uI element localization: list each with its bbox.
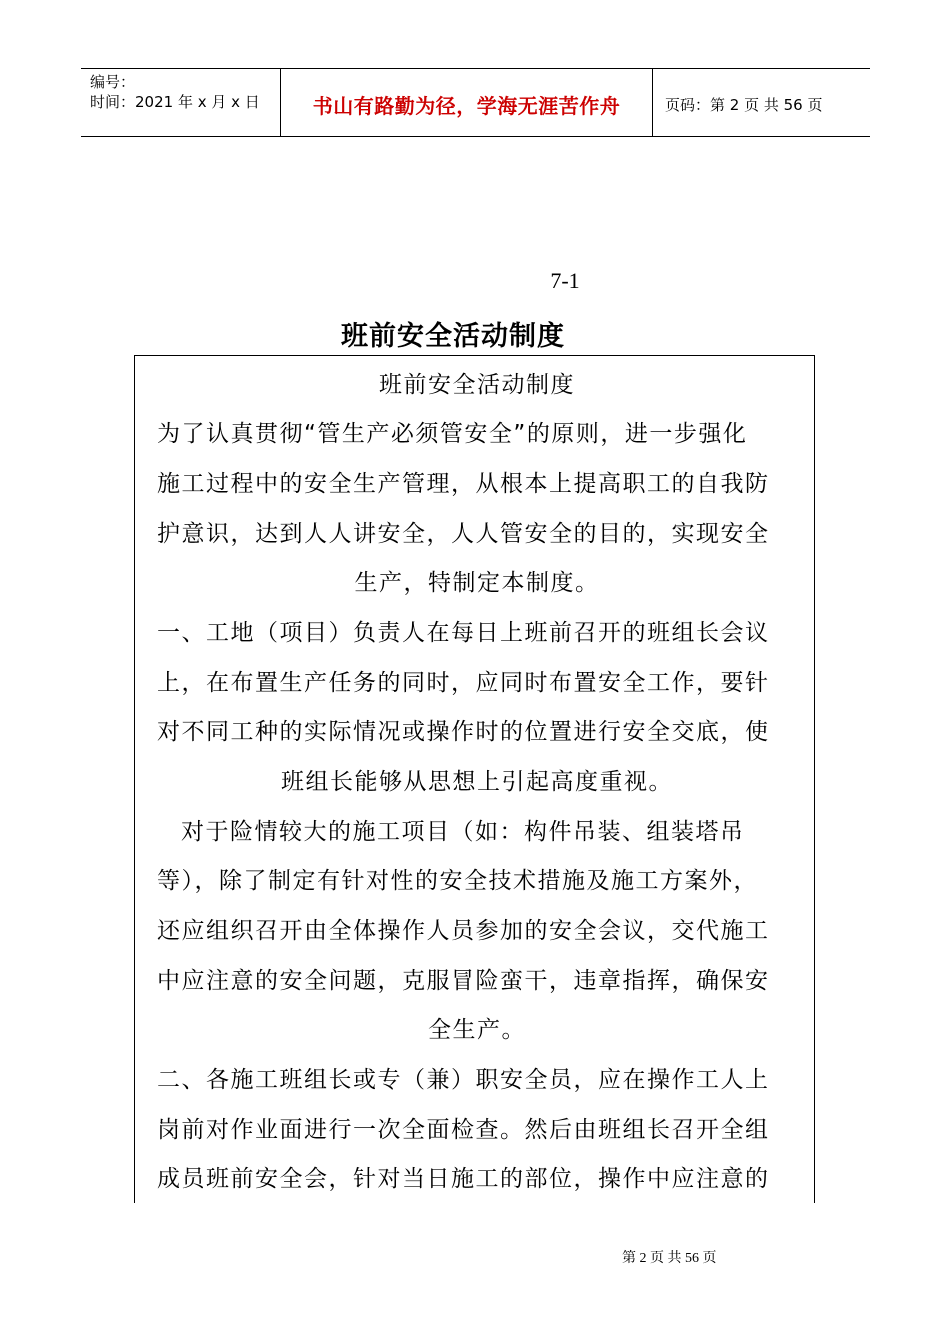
body-line: 中应注意的安全问题，克服冒险蛮干，违章指挥，确保安 (157, 968, 770, 994)
header-motto: 书山有路勤为径，学海无涯苦作舟 (281, 69, 653, 136)
body-line: 护意识，达到人人讲安全，人人管安全的目的，实现安全 (157, 521, 770, 547)
body-line: 为了认真贯彻“管生产必须管安全”的原则，进一步强化 (157, 421, 748, 447)
body-line: 全生产。 (428, 1017, 526, 1043)
body-line: 对于险情较大的施工项目（如：构件吊装、组装塔吊 (181, 819, 745, 845)
body-line: 二、各施工班组长或专（兼）职安全员，应在操作工人上 (157, 1067, 770, 1093)
body-line: 还应组织召开由全体操作人员参加的安全会议，交代施工 (157, 918, 770, 944)
body-line: 成员班前安全会，针对当日施工的部位，操作中应注意的 (157, 1166, 770, 1192)
header-meta-cell (81, 69, 281, 136)
body-line: 等），除了制定有针对性的安全技术措施及施工方案外， (157, 868, 758, 894)
body-line: 岗前对作业面进行一次全面检查。然后由班组长召开全组 (157, 1117, 770, 1143)
frame-heading: 班前安全活动制度 (379, 372, 575, 398)
document-title: 班前安全活动制度 (341, 321, 565, 352)
body-line: 施工过程中的安全生产管理，从根本上提高职工的自我防 (157, 471, 770, 497)
body-line: 生产，特制定本制度。 (354, 570, 600, 596)
body-line: 上，在布置生产任务的同时，应同时布置安全工作，要针 (157, 670, 770, 696)
page-footer: 第 2 页 共 56 页 (622, 1251, 717, 1266)
body-line: 一、工地（项目）负责人在每日上班前召开的班组长会议 (157, 620, 770, 646)
document-date-label: 时间：2021 年 x 月 x 日 (90, 93, 260, 111)
document-number-label: 编号： (90, 73, 136, 91)
page-header (81, 68, 870, 137)
document-number: 7-1 (550, 268, 580, 293)
header-page-info: 页码：第 2 页 共 56 页 (665, 96, 823, 114)
body-line: 对不同工种的实际情况或操作时的位置进行安全交底，使 (157, 719, 770, 745)
body-line: 班组长能够从思想上引起高度重视。 (281, 769, 673, 795)
